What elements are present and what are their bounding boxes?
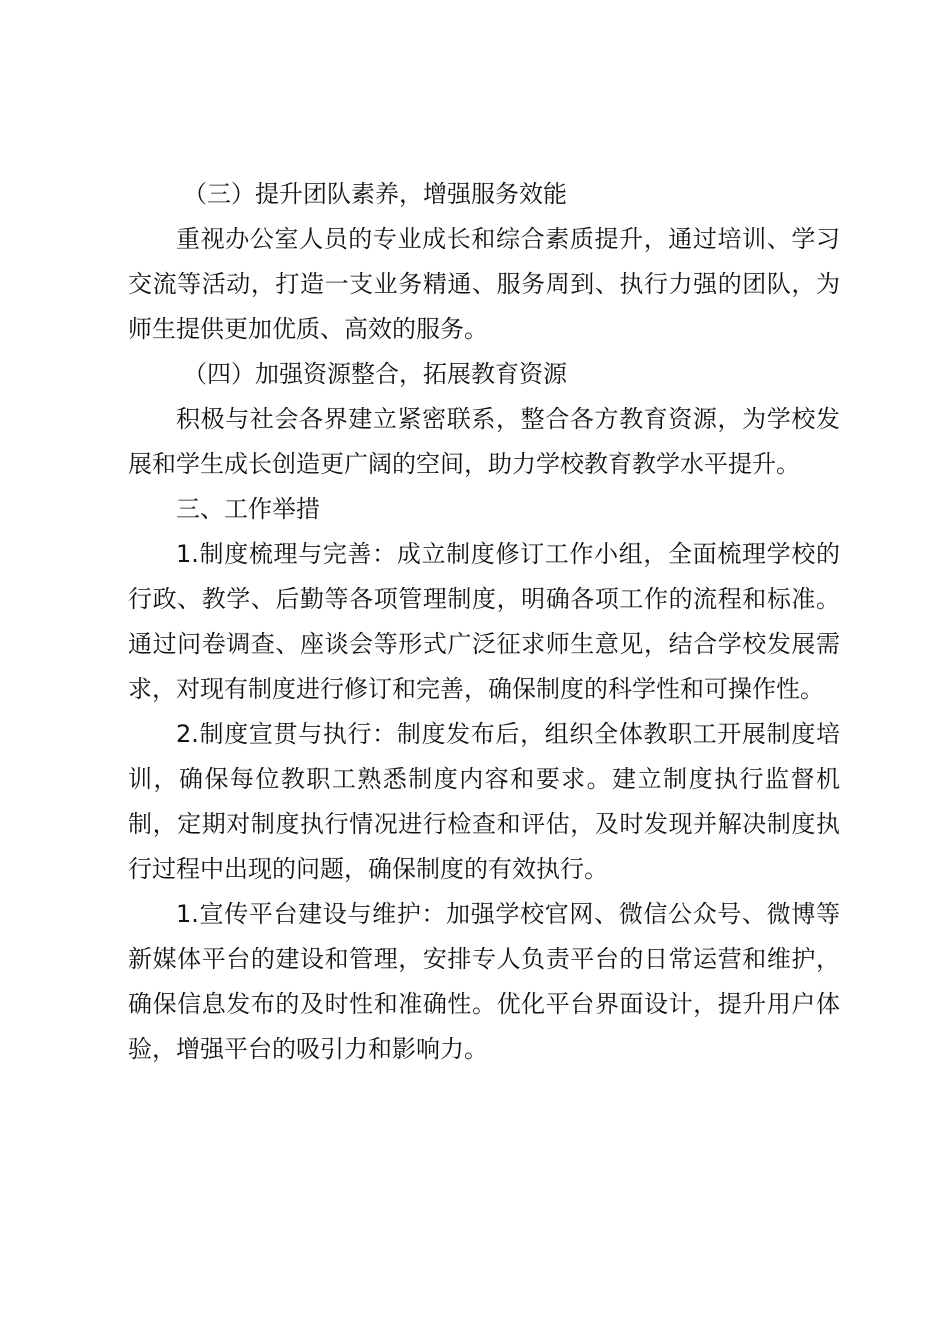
chapter-heading: 三、工作举措 <box>176 495 320 523</box>
body-paragraph: 1.制度梳理与完善：成立制度修订工作小组，全面梳理学校的行政、教学、后勤等各项管理制度，明确各项工作的流程和标准。通过问卷调查、座谈会等形式广泛征求师生意见，结合学校发展需求，对现有制度进行修订和完善，确保制度的科学性和可操作性。 <box>128 540 840 703</box>
section-heading-4: （四）加强资源整合，拓展教育资源 <box>183 360 567 388</box>
document-body <box>128 172 840 1072</box>
body-paragraph: 重视办公室人员的专业成长和综合素质提升，通过培训、学习交流等活动，打造一支业务精通、服务周到、执行力强的团队，为师生提供更加优质、高效的服务。 <box>128 225 840 343</box>
section-heading-3: （三）提升团队素养，增强服务效能 <box>183 180 567 208</box>
body-paragraph: 2.制度宣贯与执行：制度发布后，组织全体教职工开展制度培训，确保每位教职工熟悉制度内容和要求。建立制度执行监督机制，定期对制度执行情况进行检查和评估，及时发现并解决制度执行过程中出现的问题，确保制度的有效执行。 <box>128 720 840 883</box>
body-paragraph: 1.宣传平台建设与维护：加强学校官网、微信公众号、微博等新媒体平台的建设和管理，安排专人负责平台的日常运营和维护，确保信息发布的及时性和准确性。优化平台界面设计，提升用户体验，增强平台的吸引力和影响力。 <box>128 900 840 1063</box>
body-paragraph: 积极与社会各界建立紧密联系，整合各方教育资源，为学校发展和学生成长创造更广阔的空间，助力学校教育教学水平提升。 <box>128 405 840 478</box>
